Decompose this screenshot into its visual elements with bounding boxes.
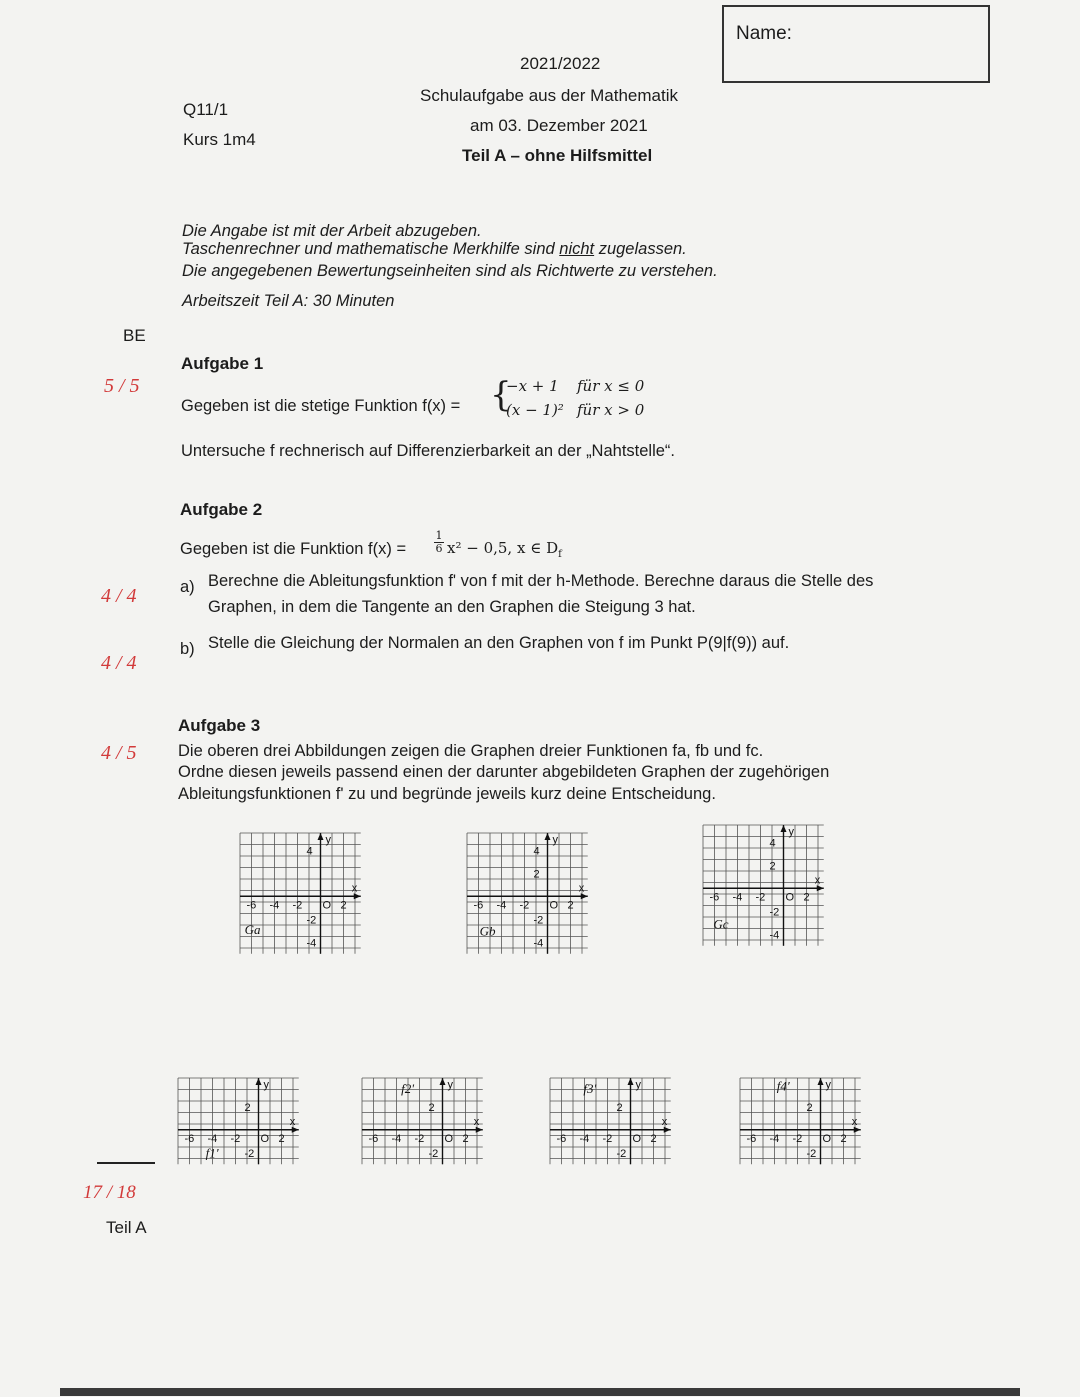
fraction-denominator: 6	[435, 542, 443, 555]
tick-label-y: -2	[533, 914, 544, 927]
x-axis-label: x	[289, 1115, 296, 1128]
exam-part: Teil A – ohne Hilfsmittel	[462, 146, 653, 165]
tick-label-x: -4	[732, 891, 743, 904]
task2-title: Aufgabe 2	[180, 500, 263, 519]
x-axis-label: x	[814, 874, 821, 887]
score-task3: 4 / 5	[101, 742, 137, 764]
tick-label-origin: O	[785, 891, 795, 904]
tick-label-y: 2	[533, 868, 540, 881]
function-expression: x² − 0,5, x ∈ D	[447, 539, 559, 557]
tick-label-x: -6	[184, 1132, 195, 1145]
case2-cond: für x > 0	[577, 401, 645, 419]
instruction-line: Arbeitszeit Teil A: 30 Minuten	[182, 292, 395, 310]
tick-label-x: -6	[368, 1132, 379, 1145]
tick-label-y: 4	[306, 845, 313, 858]
instruction-line: Die Angabe ist mit der Arbeit abzugeben.	[182, 222, 482, 240]
y-axis-arrow	[628, 1078, 634, 1085]
task1-intro: Gegeben ist die stetige Funktion f(x) =	[181, 397, 461, 415]
y-axis-label: y	[635, 1079, 641, 1091]
task3-title: Aufgabe 3	[178, 716, 261, 735]
tick-label-y: 2	[244, 1101, 251, 1114]
y-axis-label: y	[263, 1079, 269, 1091]
tick-label-x: -2	[792, 1132, 803, 1145]
case1-expr: −x + 1	[506, 377, 559, 395]
graph-label: f2'	[401, 1080, 415, 1096]
tick-label-y: 2	[769, 860, 776, 873]
exam-date: am 03. Dezember 2021	[470, 116, 648, 135]
tick-label-origin: O	[444, 1132, 454, 1145]
tick-label-x: -2	[292, 899, 303, 912]
graph-label: f4'	[776, 1078, 790, 1094]
score-task2a: 4 / 4	[101, 585, 137, 607]
y-axis-label: y	[325, 834, 331, 846]
tick-label-x: 2	[567, 899, 574, 912]
y-axis-arrow	[545, 833, 551, 840]
fraction-numerator: 1	[435, 529, 443, 542]
tick-label-x: -2	[519, 899, 530, 912]
graph-label: Ga	[244, 922, 261, 938]
school-year: 2021/2022	[520, 54, 601, 73]
task2a-line2: Graphen, in dem die Tangente an den Graphen die Steigung 3 hat.	[208, 598, 696, 616]
tick-label-y: -4	[769, 929, 780, 942]
task2b-label: b)	[180, 640, 195, 658]
course-code: Q11/1	[183, 100, 229, 119]
tick-label-origin: O	[260, 1132, 270, 1145]
instruction-text: Taschenrechner und mathematische Merkhilfe sind nicht zugelassen.	[182, 240, 687, 258]
tick-label-y: -2	[428, 1147, 439, 1160]
tick-label-x: 2	[278, 1132, 285, 1145]
y-axis-label: y	[447, 1079, 453, 1091]
score-task2b: 4 / 4	[101, 652, 137, 674]
task2-intro: Gegeben ist die Funktion f(x) =	[180, 540, 407, 558]
tick-label-x: -6	[746, 1132, 757, 1145]
tick-label-y: -2	[306, 914, 317, 927]
tick-label-x: 2	[840, 1132, 847, 1145]
y-axis-arrow	[318, 833, 324, 840]
grid	[362, 1078, 483, 1164]
x-axis-label: x	[351, 882, 358, 895]
exam-title: Schulaufgabe aus der Mathematik	[420, 86, 678, 105]
tick-label-y: 2	[428, 1101, 435, 1114]
x-axis-label: x	[661, 1115, 668, 1128]
instruction-line: Die angegebenen Bewertungseinheiten sind als Richtwerte zu verstehen.	[182, 262, 718, 280]
course-name: Kurs 1m4	[183, 130, 256, 149]
task3-line3: Ableitungsfunktionen f' zu und begründe jeweils kurz deine Entscheidung.	[178, 785, 716, 803]
tick-label-x: -4	[769, 1132, 780, 1145]
tick-label-x: -2	[414, 1132, 425, 1145]
graph-label: f1'	[205, 1145, 219, 1161]
piecewise-brace: {	[490, 375, 512, 415]
tick-label-y: 4	[533, 845, 540, 858]
task1-question: Untersuche f rechnerisch auf Differenzierbarkeit an der „Nahtstelle“.	[181, 442, 676, 460]
task3-line2: Ordne diesen jeweils passend einen der darunter abgebildeten Graphen der zugehörigen	[178, 763, 830, 781]
tick-label-y: -2	[769, 906, 780, 919]
task1-title: Aufgabe 1	[181, 354, 264, 373]
part-label: Teil A	[106, 1218, 147, 1237]
score-task1: 5 / 5	[104, 375, 140, 397]
tick-label-x: -2	[230, 1132, 241, 1145]
y-axis-label: y	[825, 1079, 831, 1091]
x-axis-label: x	[851, 1115, 858, 1128]
tick-label-origin: O	[549, 899, 559, 912]
y-axis-arrow	[781, 825, 787, 832]
total-divider	[97, 1162, 155, 1164]
tick-label-x: -2	[755, 891, 766, 904]
be-label: BE	[123, 326, 146, 345]
y-axis-arrow	[818, 1078, 824, 1085]
task2b-text: Stelle die Gleichung der Normalen an den Graphen von f im Punkt P(9|f(9)) auf.	[208, 634, 790, 652]
tick-label-y: 2	[806, 1101, 813, 1114]
case1-cond: für x ≤ 0	[577, 377, 645, 395]
grid	[740, 1078, 861, 1164]
domain-subscript: f	[558, 549, 562, 560]
tick-label-y: -2	[616, 1147, 627, 1160]
fraction	[434, 530, 444, 555]
graph-label: Gc	[713, 916, 729, 932]
tick-label-x: -6	[246, 899, 257, 912]
underlined-word: nicht	[559, 240, 595, 258]
grid	[178, 1078, 299, 1164]
graph-label: f3'	[583, 1080, 597, 1096]
tick-label-x: -6	[556, 1132, 567, 1145]
name-label: Name:	[736, 23, 792, 44]
tick-label-y: -2	[806, 1147, 817, 1160]
name-field[interactable]	[722, 5, 990, 83]
graph-f4-prime	[740, 1078, 861, 1164]
graph-ga	[240, 833, 361, 954]
tick-label-y: 2	[616, 1101, 623, 1114]
y-axis-arrow	[256, 1078, 262, 1085]
graph-gb	[467, 833, 588, 954]
tick-label-origin: O	[822, 1132, 832, 1145]
task2a-line1: Berechne die Ableitungsfunktion f' von f mit der h-Methode. Berechne daraus die Stelle des	[208, 572, 874, 590]
tick-label-x: 2	[340, 899, 347, 912]
tick-label-origin: O	[322, 899, 332, 912]
tick-label-y: 4	[769, 837, 776, 850]
tick-label-x: -4	[207, 1132, 218, 1145]
tick-label-x: 2	[803, 891, 810, 904]
tick-label-x: -6	[709, 891, 720, 904]
graph-f2-prime	[362, 1078, 483, 1164]
tick-label-y: -2	[244, 1147, 255, 1160]
task2-function	[447, 539, 562, 560]
y-axis-label: y	[788, 826, 794, 838]
y-axis-arrow	[440, 1078, 446, 1085]
score-total: 17 / 18	[83, 1182, 136, 1203]
case2-expr: (x − 1)²	[506, 401, 564, 419]
y-axis-label: y	[552, 834, 558, 846]
task2a-label: a)	[180, 578, 195, 596]
graph-label: Gb	[479, 923, 496, 939]
tick-label-y: -4	[533, 937, 544, 950]
instruction-line	[182, 240, 687, 259]
tick-label-x: -4	[391, 1132, 402, 1145]
scan-edge	[60, 1388, 1020, 1396]
graph-f3-prime	[550, 1078, 671, 1164]
tick-label-x: -4	[579, 1132, 590, 1145]
grid	[550, 1078, 671, 1164]
tick-label-x: -4	[496, 899, 507, 912]
tick-label-x: -6	[473, 899, 484, 912]
x-axis-label: x	[473, 1115, 480, 1128]
tick-label-x: 2	[462, 1132, 469, 1145]
graph-f1-prime	[178, 1078, 299, 1164]
x-axis-label: x	[578, 882, 585, 895]
graph-gc	[703, 825, 824, 946]
tick-label-y: -4	[306, 937, 317, 950]
task3-line1: Die oberen drei Abbildungen zeigen die Graphen dreier Funktionen fa, fb und fc.	[178, 742, 764, 760]
tick-label-x: -4	[269, 899, 280, 912]
tick-label-x: 2	[650, 1132, 657, 1145]
tick-label-origin: O	[632, 1132, 642, 1145]
tick-label-x: -2	[602, 1132, 613, 1145]
